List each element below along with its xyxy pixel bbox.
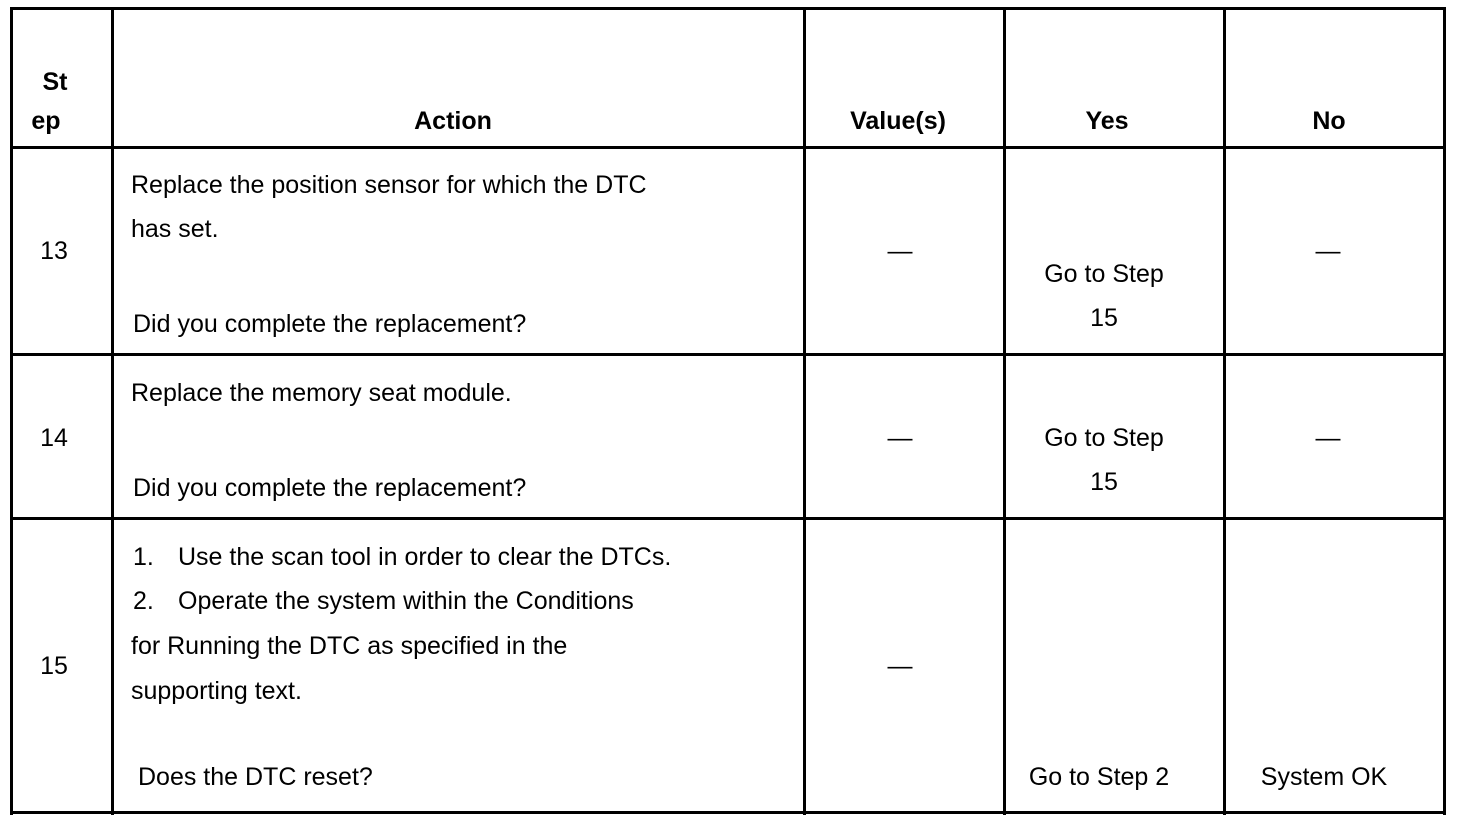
column-divider bbox=[111, 7, 114, 815]
list-item-number: 1. bbox=[133, 543, 154, 571]
column-divider bbox=[1223, 7, 1226, 815]
action-question: Did you complete the replacement? bbox=[133, 474, 527, 502]
header-step-line2: ep bbox=[31, 107, 61, 135]
no-action: — bbox=[1315, 424, 1341, 452]
no-action: — bbox=[1315, 237, 1341, 265]
action-text: for Running the DTC as specified in the bbox=[131, 632, 568, 660]
header-no: No bbox=[1312, 107, 1346, 135]
table-border-left bbox=[10, 7, 13, 815]
list-item-text: Use the scan tool in order to clear the DTCs. bbox=[178, 543, 672, 571]
action-question: Does the DTC reset? bbox=[138, 763, 373, 791]
list-item-text: Operate the system within the Conditions bbox=[178, 587, 634, 615]
row-divider bbox=[10, 353, 1446, 356]
value-cell: — bbox=[887, 424, 913, 452]
list-item-number: 2. bbox=[133, 587, 154, 615]
step-number: 15 bbox=[40, 652, 68, 680]
row-divider bbox=[10, 517, 1446, 520]
action-text: supporting text. bbox=[131, 677, 302, 705]
step-number: 14 bbox=[40, 424, 68, 452]
value-cell: — bbox=[887, 652, 913, 680]
table-border-top bbox=[10, 7, 1446, 10]
action-text: has set. bbox=[131, 215, 219, 243]
value-cell: — bbox=[887, 237, 913, 265]
column-divider bbox=[1003, 7, 1006, 815]
header-yes: Yes bbox=[1085, 107, 1129, 135]
yes-action: 15 bbox=[1090, 468, 1118, 496]
action-text: Replace the position sensor for which the DTC bbox=[131, 171, 647, 199]
yes-action: Go to Step bbox=[1044, 260, 1164, 288]
column-divider bbox=[803, 7, 806, 815]
step-number: 13 bbox=[40, 237, 68, 265]
yes-action: 15 bbox=[1090, 304, 1118, 332]
table-border-right bbox=[1443, 7, 1446, 815]
header-step-line1: St bbox=[42, 68, 68, 96]
action-question: Did you complete the replacement? bbox=[133, 310, 527, 338]
header-action: Action bbox=[414, 107, 492, 135]
yes-action: Go to Step bbox=[1044, 424, 1164, 452]
header-row-divider bbox=[10, 146, 1446, 149]
table-border-bottom bbox=[10, 811, 1446, 814]
no-action: System OK bbox=[1260, 763, 1388, 791]
action-text: Replace the memory seat module. bbox=[131, 379, 512, 407]
header-values: Value(s) bbox=[850, 107, 946, 135]
yes-action: Go to Step 2 bbox=[1028, 763, 1170, 791]
